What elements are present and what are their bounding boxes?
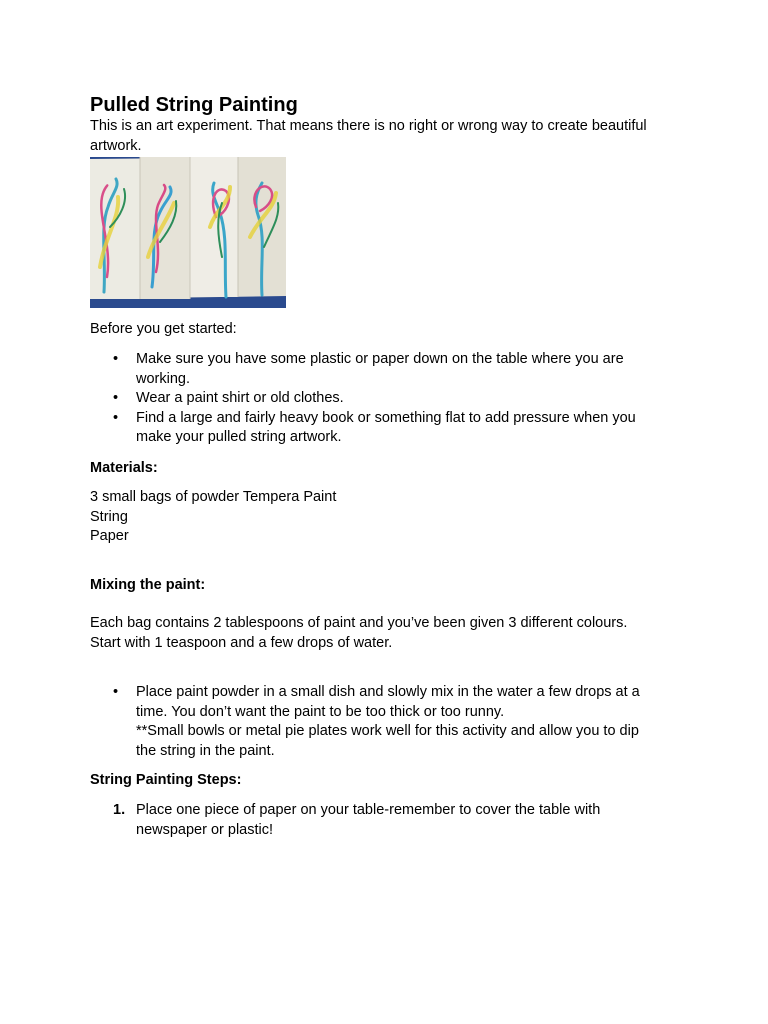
material-item: String	[90, 508, 128, 525]
before-list	[90, 350, 680, 448]
material-item: Paper	[90, 528, 129, 544]
string-painting-photo	[90, 157, 286, 308]
steps-heading: String Painting Steps:	[90, 772, 242, 788]
material-item: 3 small bags of powder Tempera Paint	[90, 489, 337, 505]
list-item: • Wear a paint shirt or old clothes.	[90, 389, 680, 409]
before-heading: Before you get started:	[90, 321, 237, 337]
bullet-icon: •	[113, 409, 119, 426]
step-item: 1. Place one piece of paper on your table-remember to cover the table with newspaper or plastic!	[113, 802, 601, 838]
bullet-icon: •	[113, 351, 119, 367]
materials-list	[90, 488, 680, 547]
list-item: • Make sure you have some plastic or paper down on the table where you are working.	[113, 351, 624, 387]
steps-list	[90, 801, 680, 840]
mixing-heading: Mixing the paint:	[90, 577, 206, 593]
page-title: Pulled String Painting	[90, 94, 298, 116]
intro-line: artwork.	[90, 137, 142, 154]
materials-heading: Materials:	[90, 460, 158, 476]
mixing-list	[90, 683, 680, 761]
intro-paragraph	[90, 117, 680, 156]
step-number: 1.	[113, 802, 126, 818]
mixing-paragraph: Each bag contains 2 tablespoons of paint and you’ve been given 3 different colours. Start with 1 teaspoon and a few drops of water.	[90, 615, 628, 651]
list-item: • Find a large and fairly heavy book or something flat to add pressure when you make your pulled string artwork.	[113, 409, 636, 445]
bullet-icon: •	[113, 390, 119, 406]
bullet-icon: •	[113, 684, 119, 700]
intro-line: This is an art experiment. That means there is no right or wrong way to create beautiful	[90, 118, 647, 134]
list-item: • Place paint powder in a small dish and slowly mix in the water a few drops at a time. You don’t want the paint to be too thick or too runny. **Small bowls or metal pie plates work well for this activity and allow you to dip the string in the paint.	[113, 684, 640, 759]
